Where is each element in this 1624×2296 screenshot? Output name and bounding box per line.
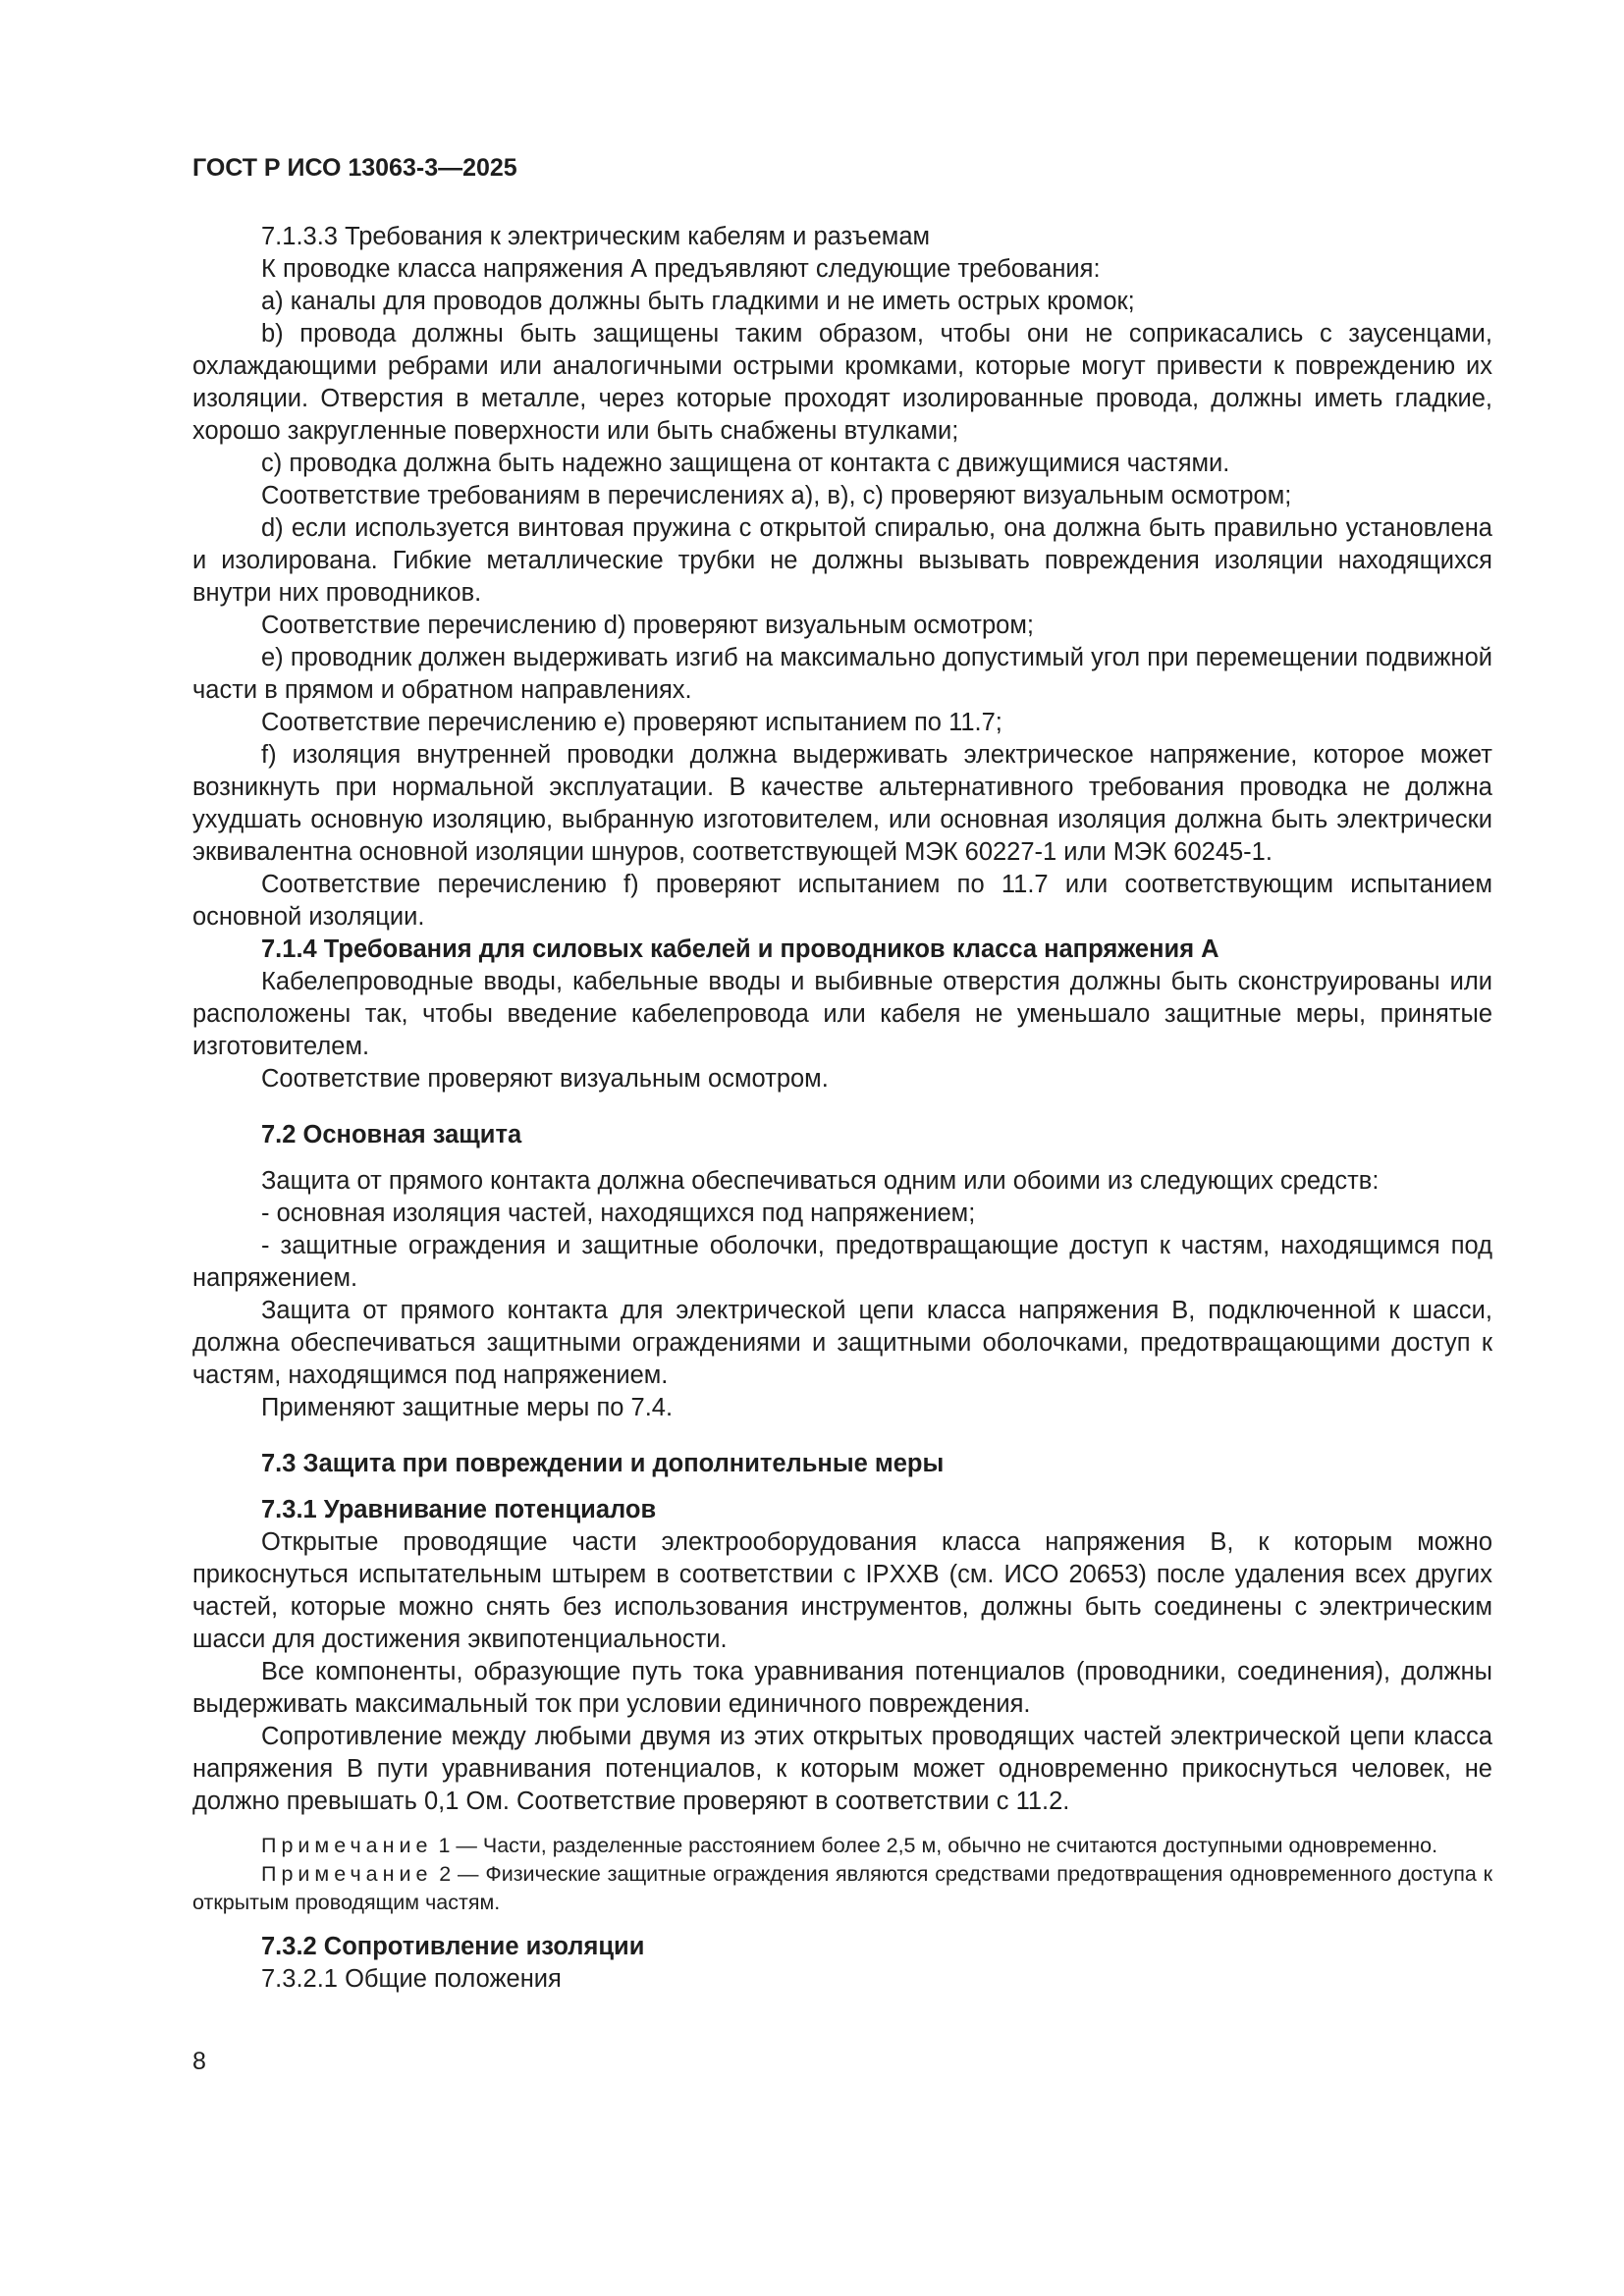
note-2: [192, 1860, 1492, 1917]
note-label: Примечание: [261, 1834, 433, 1857]
document-body: [192, 221, 1492, 1996]
note-text: — Физические защитные ограждения являются средствами предотвращения одновременного доступа к открытым проводящим частям.: [192, 1862, 1492, 1914]
document-code-header: ГОСТ Р ИСО 13063-3—2025: [192, 154, 517, 182]
clause-7-3-1-heading: 7.3.1 Уравнивание потенциалов: [261, 1496, 657, 1523]
paragraph: Применяют защитные меры по 7.4.: [261, 1394, 674, 1421]
note-1: [192, 1832, 1492, 1860]
clause-7-1-3-3-title: 7.1.3.3 Требования к электрическим кабелям и разъемам: [261, 223, 931, 250]
list-item-a: a) каналы для проводов должны быть гладкими и не иметь острых кромок;: [261, 288, 1135, 315]
page-number: 8: [192, 2048, 206, 2075]
note-label: Примечание: [261, 1862, 433, 1886]
list-item-d: d) если используется винтовая пружина с открытой спиралью, она должна быть правильно установлена и изолирована. Гибкие металлические трубки не должны вызывать повреждения изоляции находящихся внутри них проводников.: [192, 514, 1492, 607]
paragraph: Защита от прямого контакта должна обеспечиваться одним или обоими из следующих средств:: [261, 1167, 1380, 1195]
paragraph: Защита от прямого контакта для электрической цепи класса напряжения В, подключенной к шасси, должна обеспечиваться защитными ограждениями и защитными оболочками, предотвращающими доступ к частям, находящимся под напряжением.: [192, 1297, 1492, 1389]
clause-7-3-2-1-title: 7.3.2.1 Общие положения: [261, 1965, 562, 1993]
list-item-f: f) изоляция внутренней проводки должна выдерживать электрическое напряжение, которое может возникнуть при нормальной эксплуатации. В качестве альтернативного требования проводка не должна ухудшать основную изоляцию, выбранную изготовителем, или основная изоляция должна быть электрически эквивалентна основной изоляции шнуров, соответствующей МЭК 60227-1 или МЭК 60245-1.: [192, 741, 1492, 866]
section-7-2-heading: 7.2 Основная защита: [261, 1121, 522, 1148]
clause-7-3-2-heading: 7.3.2 Сопротивление изоляции: [261, 1933, 645, 1960]
note-number: 1: [438, 1834, 451, 1857]
list-item-b: b) провода должны быть защищены таким образом, чтобы они не соприкасались с заусенцами, охлаждающими ребрами или аналогичными острыми кромками, которые могут привести к повреждению их изоляции. Отверстия в металле, через которые проходят изолированные провода, должны иметь гладкие, хорошо закругленные поверхности или быть снабжены втулками;: [192, 320, 1492, 445]
paragraph: Все компоненты, образующие путь тока уравнивания потенциалов (проводники, соединения), должны выдерживать максимальный ток при условии единичного повреждения.: [192, 1658, 1492, 1718]
paragraph: Открытые проводящие части электрооборудования класса напряжения В, к которым можно прикоснуться испытательным штырем в соответствии с IPXXB (см. ИСО 20653) после удаления всех других частей, которые можно снять без использования инструментов, должны быть соединены с электрическим шасси для достижения эквипотенциальности.: [192, 1528, 1492, 1653]
section-7-3-heading: 7.3 Защита при повреждении и дополнительные меры: [261, 1450, 945, 1477]
list-item-c: c) проводка должна быть надежно защищена от контакта с движущимися частями.: [261, 450, 1230, 477]
paragraph: Соответствие перечислению f) проверяют испытанием по 11.7 или соответствующим испытанием основной изоляции.: [192, 871, 1492, 931]
paragraph: Кабелепроводные вводы, кабельные вводы и выбивные отверстия должны быть сконструированы или расположены так, чтобы введение кабелепровода или кабеля не уменьшало защитные меры, принятые изготовителем.: [192, 968, 1492, 1060]
paragraph: Сопротивление между любыми двумя из этих открытых проводящих частей электрической цепи класса напряжения В пути уравнивания потенциалов, к которым может одновременно прикоснуться человек, не должно превышать 0,1 Ом. Соответствие проверяют в соответствии с 11.2.: [192, 1723, 1492, 1815]
note-number: 2: [439, 1862, 452, 1886]
clause-7-1-4-heading: 7.1.4 Требования для силовых кабелей и проводников класса напряжения А: [261, 935, 1219, 963]
paragraph: Соответствие проверяют визуальным осмотром.: [261, 1065, 829, 1093]
paragraph: Соответствие требованиям в перечислениях a), в), c) проверяют визуальным осмотром;: [261, 482, 1292, 509]
list-item-dash: - защитные ограждения и защитные оболочки, предотвращающие доступ к частям, находящимся под напряжением.: [192, 1232, 1492, 1292]
paragraph: Соответствие перечислению d) проверяют визуальным осмотром;: [261, 612, 1034, 639]
note-text: — Части, разделенные расстоянием более 2,5 м, обычно не считаются доступными одновременно.: [456, 1834, 1438, 1857]
paragraph: Соответствие перечислению e) проверяют испытанием по 11.7;: [261, 709, 1002, 736]
paragraph: К проводке класса напряжения А предъявляют следующие требования:: [261, 255, 1101, 283]
list-item-e: e) проводник должен выдерживать изгиб на максимально допустимый угол при перемещении подвижной части в прямом и обратном направлениях.: [192, 644, 1492, 704]
list-item-dash: - основная изоляция частей, находящихся под напряжением;: [261, 1200, 976, 1227]
